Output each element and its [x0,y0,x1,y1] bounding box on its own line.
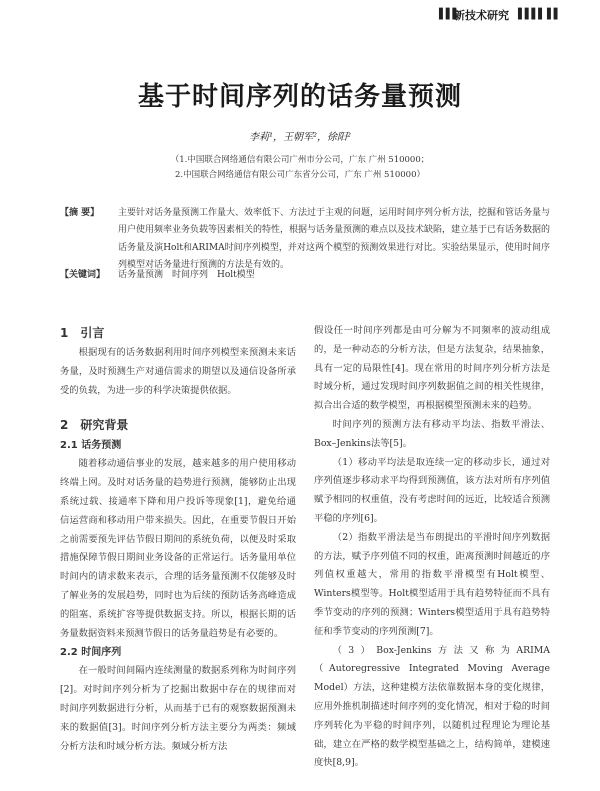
header-decoration-left: ▌▌▌ [439,9,460,20]
right-paragraph-5: （3）Box-Jenkins方法又称为ARIMA（Autoregressive Integrated Moving Average Model）方法，这种建模方法依靠数据本身的变化规律，应用外推机制描述时间序列的变化情况，相对于稳的时间序列转化为平稳的时间序列，以随机过程理论为理论基础，建立在严格的数学模型基础之上，结构简单，建模速度快[8,9]。 [314,644,550,769]
header-decoration-right: ▌▌▌▌ ▌▌ [518,9,561,20]
affiliation-2: 2.中国联合网络通信有限公司广东省分公司，广东 广州 510000） [175,170,425,180]
section-2-1-heading: 2.1 话务预测 [60,440,122,452]
keywords [60,267,550,284]
section-2-2-paragraph: 在一般时间间隔内连续测量的数据系列称为时间序列[2]。对时间序列分析为了挖掘出数据中存在的规律而对时间序列数据进行分析，从而基于已有的观察数据预测未来的数据值[3]。时间序列分析方法主要分为两类：频域分析方法和时域分析方法。频域分析方法 [60,665,296,752]
paper-title: 基于时间序列的话务量预测 [137,82,462,112]
keywords-text: 话务量预测 时间序列 Holt模型 [118,270,255,280]
abstract [60,205,550,274]
section-1-heading: 1 引言 [60,326,105,340]
right-paragraph-2: 时间序列的预测方法有移动平均法、指数平滑法、Box–Jenkins法等[5]。 [314,418,550,449]
authors: 李莉¹，王朝军²，徐阳² [248,132,352,143]
right-paragraph-4: （2）指数平滑法是当布朗提出的平滑时间序列数据的方法，赋予序列值不同的权重，距离预测时间越近的序列值权重越大，常用的指数平滑模型有Holt模型、Winters模型等。Holt模型适用于具有趋势特征而不具有季节变动的序列的预测；Winters模型适用于具有趋势特征和季节变动的序列预测[7]。 [314,531,550,637]
abstract-text: 主要针对话务量预测工作量大、效率低下、方法过于主观的问题，运用时间序列分析方法，挖掘和管话务量与用户使用频率业务负载等因素相关的特性，根据与话务量预测的难点以及技术缺陷，建立基于已有话务数据的话务量及演Holt和ARIMA时间序列模型，并对这两个模型的预测效果进行对比。实验结果显示，使用时间序列模型对话务量进行预测的方法是有效的。 [118,208,551,270]
abstract-label: 【摘 要】 [60,208,100,218]
section-1-paragraph: 根据现有的话务数据利用时间序列模型来预测未来话务量，及时预测生产对通信需求的期望以及通信设备所承受的负载，为进一步的科学决策提供依据。 [60,347,296,396]
section-2-heading: 2 研究背景 [60,418,129,433]
affiliation-1: （1.中国联合网络通信有限公司广州市分公司，广东 广州 510000； [170,155,430,165]
section-header: 新技术研究 [454,9,509,22]
right-paragraph-3: （1）移动平均法是取连续一定的移动步长，通过对序列值逐步移动求平均得到预测值，该方法对所有序列值赋予相同的权重值，没有考虑时间的远近，比较适合预测平稳的序列[6]。 [314,456,550,524]
right-column [314,322,550,773]
right-paragraph-1: 假设任一时间序列都是由可分解为不同频率的波动组成的，是一种动态的分析方法，但是方法复杂，结果抽象，具有一定的局限性[4]。现在常用的时间序列分析方法是时域分析，通过发现时间序列数据值之间的相关性规律，拟合出合适的数学模型，再根据模型预测未来的趋势。 [314,325,550,412]
keywords-label: 【关键词】 [60,270,106,280]
section-2-1-paragraph: 随着移动通信事业的发展，越来越多的用户使用移动终端上网。及时对话务量的趋势进行预测，能够防止出现系统过载、接通率下降和用户投诉等现象[1]，避免给通信运营商和移动用户带来损失。因此，在重要节假日开始之前需要预先评估节假日期间的系统负荷，以便及时采取措施保障节假日期间业务设备的正常运行。话务量用单位时间内的请求数来表示，合理的话务量预测不仅能够及时了解业务的发展趋势，同时也为后续的预防话务高峰造成的阻塞、系统扩容等提供数据支持。所以，根据长期的话务量数据资料来预测节假日的话务量趋势是有必要的。 [60,458,296,639]
section-2-2-heading: 2.2 时间序列 [60,647,122,659]
left-column [60,322,296,756]
